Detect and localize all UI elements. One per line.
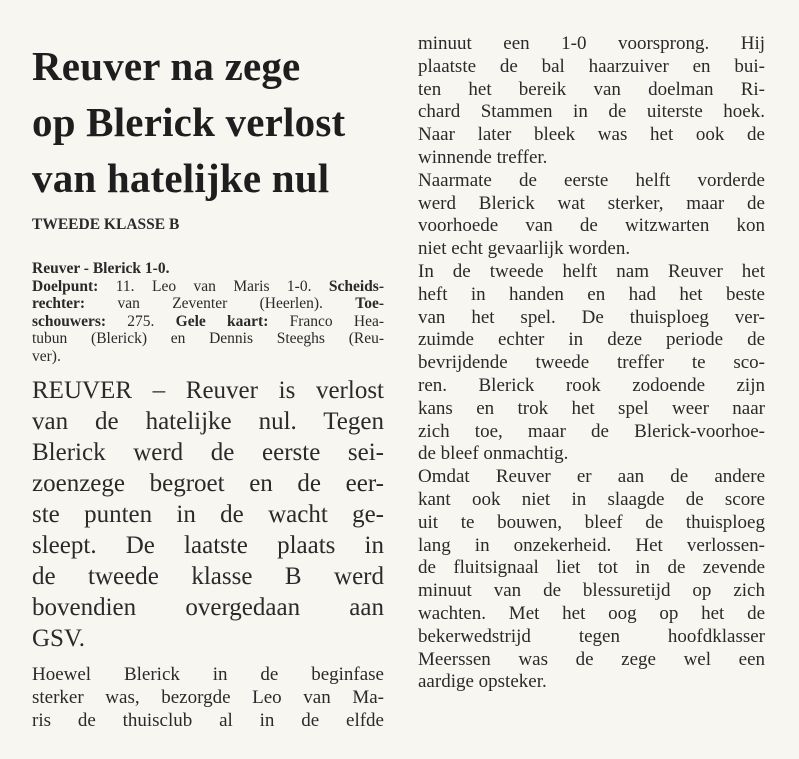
text-line: GSV.	[32, 625, 86, 652]
text-line: aardige opsteker.	[418, 671, 547, 693]
text-line: sleept. De laatste plaats in	[32, 532, 384, 559]
paragraph	[418, 466, 765, 694]
text-line: de tweede klasse B werd	[32, 563, 384, 590]
text-line: kans en trok het spel weer naar	[418, 397, 765, 419]
match-facts	[32, 260, 384, 365]
text-line: voorhoede van de witzwarten kon	[418, 215, 765, 237]
headline-line: van hatelijke nul	[32, 155, 330, 201]
fact-value: ver).	[32, 347, 61, 365]
fact-label: Scheids-	[328, 277, 384, 295]
section-kicker: TWEEDE KLASSE B	[32, 216, 180, 233]
body-paragraph	[32, 664, 384, 732]
fact-value: 275.	[106, 312, 176, 330]
text-line: REUVER – Reuver is verlost	[32, 377, 384, 404]
paragraph	[418, 261, 765, 466]
right-column	[418, 33, 765, 694]
headline-line: Reuver na zege	[32, 43, 301, 89]
fact-line	[32, 348, 384, 366]
text-line: wachten. Met het oog op het de	[418, 602, 765, 624]
fact-label: Toe-	[355, 295, 384, 312]
fact-value: Franco Hea-	[268, 312, 384, 330]
text-line: bekerwedstrijd tegen hoofdklasser	[418, 625, 765, 647]
fact-value: 11. Leo van Maris 1-0.	[98, 277, 329, 295]
fact-line	[32, 295, 384, 313]
text-line: Hoewel Blerick in de beginfase	[32, 664, 384, 685]
fact-value: tubun (Blerick) en Dennis Steeghs (Reu-	[32, 330, 384, 347]
left-column	[32, 38, 384, 732]
fact-line	[32, 313, 384, 331]
text-line: werd Blerick wat sterker, maar de	[418, 192, 765, 214]
fact-label: rechter:	[32, 295, 86, 312]
text-line: ren. Blerick rook zodoende zijn	[418, 374, 765, 396]
text-line: Naar later bleek was het ook de	[418, 124, 765, 146]
text-line: de bleef onmachtig.	[418, 443, 569, 465]
match-facts-lines	[32, 278, 384, 366]
fact-line	[32, 330, 384, 348]
text-line: bovendien overgedaan aan	[32, 594, 384, 621]
text-line: lang in onzekerheid. Het verlossen-	[418, 534, 765, 556]
text-line: Meerssen was de zege wel een	[418, 648, 765, 670]
lead-paragraph	[32, 375, 384, 654]
text-line: winnende treffer.	[418, 146, 548, 168]
text-line: niet echt gevaarlijk worden.	[418, 238, 631, 260]
match-score-text: Reuver - Blerick 1-0.	[32, 260, 170, 277]
text-line: kant ook niet in slaagde de score	[418, 488, 765, 510]
text-line: de fluitsignaal liet tot in de zevende	[418, 557, 765, 579]
paragraph	[418, 170, 765, 261]
match-score	[32, 260, 384, 278]
text-line: van het spel. De thuisploeg ver-	[418, 306, 765, 328]
fact-label: schouwers:	[32, 312, 107, 330]
fact-label: Doelpunt:	[32, 277, 99, 295]
text-line: chard Stammen in de uiterste hoek.	[418, 101, 765, 123]
headline	[32, 38, 384, 206]
text-line: zoenzege begroet en de eer-	[32, 470, 384, 497]
text-line: minuut een 1-0 voorsprong. Hij	[418, 33, 765, 54]
text-line: heft in handen en had het beste	[418, 283, 765, 305]
text-line: minuut van de blessuretijd op zich	[418, 580, 765, 602]
text-line: plaatste de bal haarzuiver en bui-	[418, 55, 765, 77]
text-line: ris de thuisclub al in de elfde	[32, 709, 384, 731]
headline-line: op Blerick verlost	[32, 99, 346, 145]
text-line: uit te bouwen, bleef de thuisploeg	[418, 511, 765, 533]
fact-line	[32, 278, 384, 296]
text-line: Naarmate de eerste helft vorderde	[418, 169, 765, 191]
text-line: ten het bereik van doelman Ri-	[418, 78, 765, 100]
text-line: van de hatelijke nul. Tegen	[32, 408, 384, 435]
text-line: ste punten in de wacht ge-	[32, 501, 384, 528]
text-line: Omdat Reuver er aan de andere	[418, 466, 765, 488]
paragraph	[418, 33, 765, 170]
text-line: Blerick werd de eerste sei-	[32, 439, 384, 466]
fact-value: van Zeventer (Heerlen).	[85, 295, 356, 312]
text-line: bevrijdende tweede treffer te sco-	[418, 352, 765, 374]
text-line: In de tweede helft nam Reuver het	[418, 260, 765, 282]
fact-label: Gele kaart:	[175, 312, 269, 330]
body-text	[418, 33, 765, 694]
text-line: zich toe, maar de Blerick-voorhoe-	[418, 420, 765, 442]
text-line: zuimde echter in deze periode de	[418, 329, 765, 351]
text-line: sterker was, bezorgde Leo van Ma-	[32, 686, 384, 708]
